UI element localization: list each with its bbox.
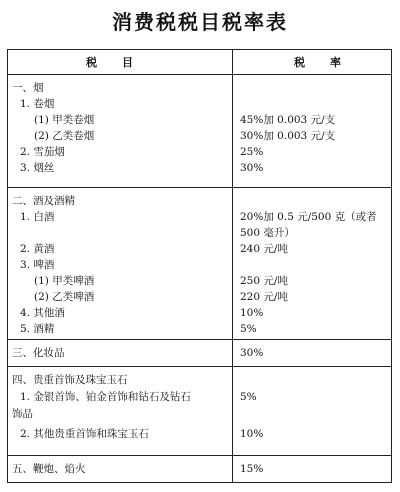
tax-rate-table (7, 49, 392, 483)
section-divider (8, 187, 391, 188)
item-label: 1. 白酒 (20, 211, 55, 223)
item-label: (2) 乙类啤酒 (34, 291, 95, 303)
rate-value: 5% (240, 391, 257, 403)
rate-value-continued: 500 毫升） (240, 227, 295, 239)
header-divider (8, 74, 391, 75)
section-heading: 三、化妆品 (12, 347, 65, 359)
rate-value: 250 元/吨 (240, 275, 288, 287)
rate-value: 30% (240, 162, 264, 174)
column-divider (232, 50, 233, 482)
rate-value: 20%加 0.5 元/500 克（或者 (240, 211, 377, 223)
item-label: 1. 卷烟 (20, 98, 55, 110)
rate-value: 30% (240, 347, 264, 359)
column-header-rate: 税 率 (294, 56, 342, 69)
rate-value: 30%加 0.003 元/支 (240, 130, 336, 142)
section-divider (8, 339, 391, 340)
rate-value: 5% (240, 323, 257, 335)
rate-value: 220 元/吨 (240, 291, 288, 303)
item-label: 3. 啤酒 (20, 259, 55, 271)
section-divider (8, 366, 391, 367)
item-label: 3. 烟丝 (20, 162, 55, 174)
section-heading: 五、鞭炮、焰火 (12, 463, 86, 475)
item-label: 4. 其他酒 (20, 307, 65, 319)
item-label: 1. 金银首饰、铂金首饰和钻石及钻石 (20, 391, 191, 403)
section-heading: 四、贵重首饰及珠宝玉石 (12, 374, 128, 386)
item-label: (1) 甲类卷烟 (34, 114, 95, 126)
column-header-item: 税 目 (86, 56, 134, 69)
section-heading: 一、烟 (12, 82, 44, 94)
rate-value: 45%加 0.003 元/支 (240, 114, 336, 126)
rate-value: 15% (240, 463, 264, 475)
item-label: 2. 黄酒 (20, 243, 55, 255)
item-label: 2. 其他贵重首饰和珠宝玉石 (20, 428, 149, 440)
section-divider (8, 455, 391, 456)
item-label: (2) 乙类卷烟 (34, 130, 95, 142)
item-label: (1) 甲类啤酒 (34, 275, 95, 287)
item-label: 2. 雪茄烟 (20, 146, 65, 158)
rate-value: 25% (240, 146, 264, 158)
rate-value: 240 元/吨 (240, 243, 288, 255)
rate-value: 10% (240, 307, 264, 319)
rate-value: 10% (240, 428, 264, 440)
section-heading: 二、酒及酒精 (12, 195, 75, 207)
item-label-continued: 饰品 (12, 408, 33, 420)
item-label: 5. 酒精 (20, 323, 55, 335)
page-title: 消费税税目税率表 (112, 10, 288, 34)
